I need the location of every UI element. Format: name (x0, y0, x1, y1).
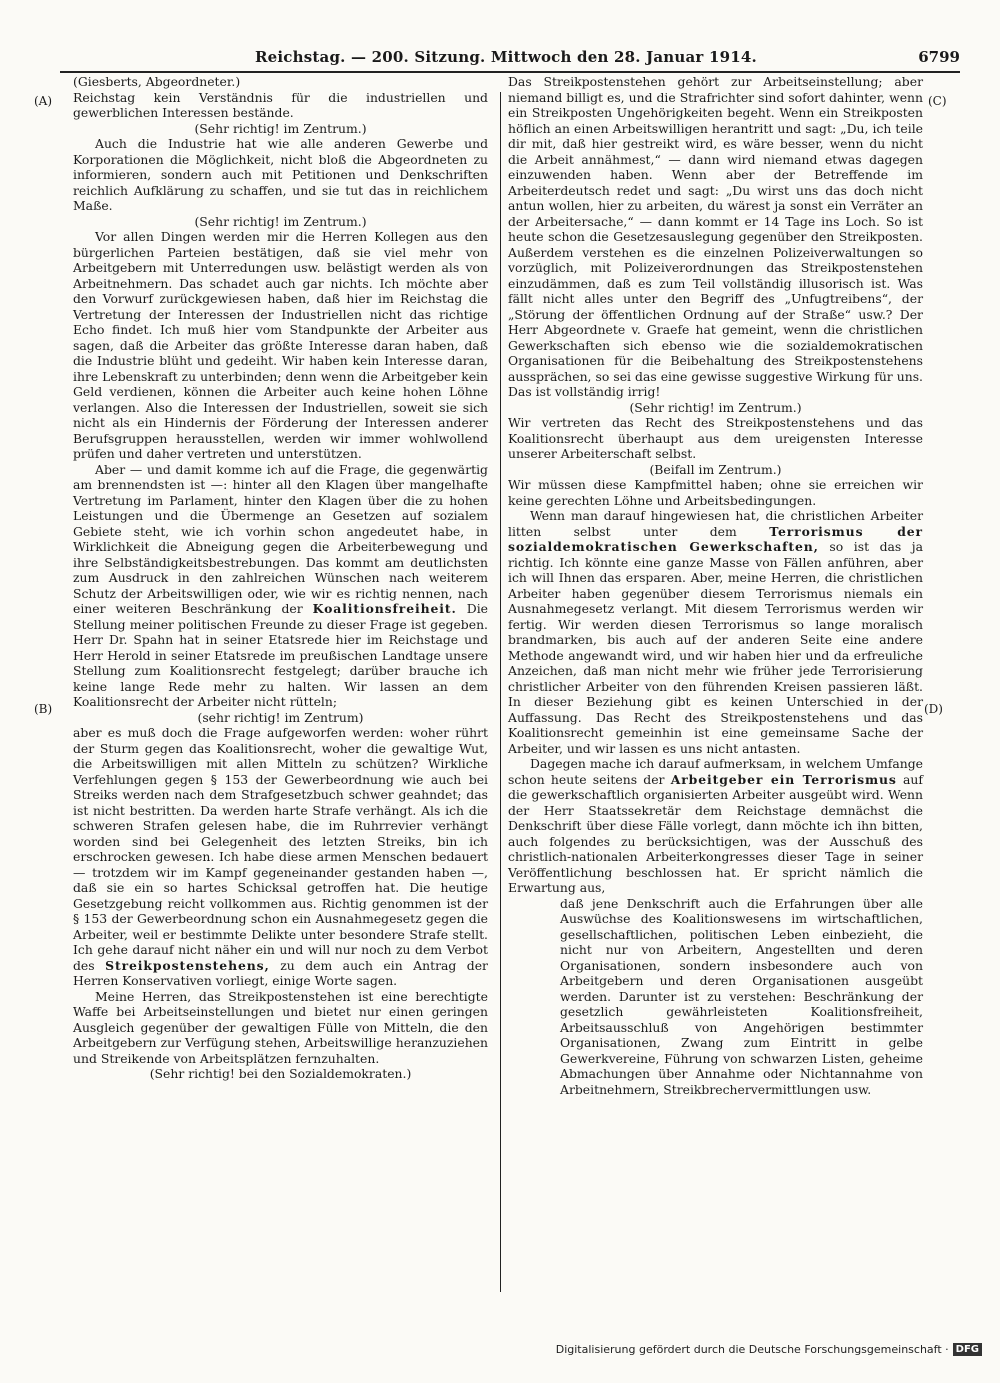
interjection: (Sehr richtig! im Zentrum.) (194, 213, 367, 229)
paragraph: Reichstag kein Verständnis für die industriellen und gewerblichen Interessen bestände. (73, 89, 488, 120)
header-rule (60, 71, 960, 73)
text-run: Dagegen mache ich darauf aufmerksam, in welchem Umfange schon heute seitens der (508, 756, 923, 787)
emphasis: Terrorismus der sozialdemokratischen Gewerkschaften, (508, 523, 923, 554)
header-title: Reichstag. — 200. Sitzung. Mittwoch den 28. Januar 1914. (255, 48, 757, 66)
text-run: zu dem auch ein Antrag der Herren Konservativen vorliegt, einige Worte sagen. (73, 957, 488, 988)
interjection: (Sehr richtig! im Zentrum.) (194, 120, 367, 136)
paragraph (508, 508, 923, 756)
right-column (508, 74, 923, 1097)
paragraph: Auch die Industrie hat wie alle anderen Gewerbe und Korporationen die Möglichkeit, nicht bloß die Abgeordneten zu informieren, sondern auch mit Petitionen und Denkschriften reichlich Aufklärung zu schaffen, und sie tut das in reichlichem Maße. (73, 136, 488, 213)
paragraph: Das Streikpostenstehen gehört zur Arbeitseinstellung; aber niemand billigt es, und die Strafrichter sind sofort dahinter, wenn ein Streikposten Ungehörigkeiten begeht. Wenn ein Streikposten höflich an einen Arbeitswilligen herantritt und sagt: „Du, ich teile dir mit, daß hier gestreikt wird, es wäre besser, wenn du nicht die Arbeit annähmest,“ — dann wird niemand etwas dagegen einzuwenden haben. Wenn aber der Betreffende im Arbeiterdeutsch redet und sagt: „Du wirst uns das doch nicht antun wollen, hier zu arbeiten, du wärest ja sonst ein Verräter an der Arbeitersache,“ — dann kommt er 14 Tage ins Loch. So ist heute schon die Gesetzesauslegung gegenüber den Streikposten. Außerdem verstehen es die einzelnen Polizeiverwaltungen so vorzüglich, mit Polizeiverordnungen das Streikpostenstehen einzudämmen, daß es zum Teil vollständig illusorisch ist. Was fällt nicht alles unter den Begriff des „Unfugtreibens“, der „Störung der öffentlichen Ordnung auf der Straße“ usw.? Der Herr Abgeordnete v. Graefe hat gemeint, wenn die christlichen Gewerkschaften sich ebenso wie die sozialdemokratischen Organisationen für die Beibehaltung des Streikpostenstehens aussprächen, so sei das eine gewisse suggestive Wirkung für uns. Das ist vollständig irrig! (508, 74, 923, 399)
block-quote: daß jene Denkschrift auch die Erfahrungen über alle Auswüchse des Koalitionswesens im wirtschaftlichen, gesellschaftlichen, politischen Leben einbezieht, die nicht nur von Arbeitern, Angestellten und deren Organisationen, sondern insbesondere auch von Arbeitgebern und deren Organisationen ausgeübt werden. Darunter ist zu verstehen: Beschränkung der gesetzlich gewährleisteten Koalitionsfreiheit, Arbeitsausschluß von Angehörigen bestimmter Organisationen, Zwang zum Eintritt in gelbe Gewerkvereine, Führung von schwarzen Listen, geheime Abmachungen über Annahme oder Nichtannahme von Arbeitnehmern, Streikbrechervermittlungen usw. (560, 895, 923, 1097)
column-divider (500, 92, 501, 1292)
running-header (60, 48, 960, 70)
speaker-line: (Giesberts, Abgeordneter.) (73, 74, 241, 89)
left-column (73, 74, 488, 1082)
paragraph (73, 462, 488, 710)
paragraph: Vor allen Dingen werden mir die Herren Kollegen aus den bürgerlichen Parteien bestätigen, daß sie viel mehr von Arbeitgebern mit Unterredungen usw. belästigt werden als von Arbeitnehmern. Das schadet auch gar nichts. Ich möchte aber den Vorwurf zurückgewiesen haben, daß hier im Reichstag die Vertretung der Interessen der Industriellen nicht das richtige Echo findet. Ich muß hier vom Standpunkte der Arbeiter aus sagen, daß die Arbeiter das größte Interesse daran haben, daß die Industrie blüht und gedeiht. Wir haben kein Interesse daran, ihre Lebenskraft zu unterbinden; denn wenn die Arbeitgeber kein Geld verdienen, können die Arbeiter auch keine hohen Löhne verlangen. Also die Interessen der Industriellen, soweit sie sich nicht als ein Hindernis der Förderung der Interessen anderer Berufsgruppen herausstellen, werden wir immer wohlwollend prüfen und daher vertreten und unterstützen. (73, 229, 488, 461)
interjection: (Sehr richtig! im Zentrum.) (629, 399, 802, 415)
emphasis: Arbeitgeber ein Terrorismus (670, 771, 897, 787)
paragraph: Wir müssen diese Kampfmittel haben; ohne sie erreichen wir keine gerechten Löhne und Arbeitsbedingungen. (508, 477, 923, 508)
paragraph (73, 725, 488, 989)
paragraph (508, 756, 923, 896)
text-run: aber es muß doch die Frage aufgeworfen werden: woher rührt der Sturm gegen das Koalitionsrecht, woher die gewaltige Wut, die Arbeitswilligen mit allen Mitteln zu schützen? Wirkliche Verfehlungen gegen § 153 der Gewerbeordnung wie auch bei Streiks werden nach dem Strafgesetzbuch schwer geahndet; das ist nicht bestritten. Da werden harte Strafe verhängt. Als ich die schweren Strafen gelesen habe, die im Ruhrrevier verhängt worden sind bei Gelegenheit des letzten Streiks, bin ich erschrocken gewesen. Ich habe diese armen Menschen bedauert — trotzdem wir im Kampf gegeneinander gestanden haben —, daß sie ein so hartes Schicksal getroffen hat. Die heutige Gesetzgebung reicht vollkommen aus. Richtig genommen ist der § 153 der Gewerbeordnung schon ein Ausnahmegesetz gegen die Arbeiter, weil er bestimmte Delikte unter besondere Strafe stellt. Ich gehe darauf nicht näher ein und will nur noch zu dem Verbot des (73, 725, 488, 973)
text-run: so ist das ja richtig. Ich könnte eine ganze Masse von Fällen anführen, aber ich will Ihnen das ersparen. Aber, meine Herren, die christlichen Arbeiter haben gegenüber diesem Terrorismus niemals ein Ausnahmegesetz verlangt. Mit diesem Terrorismus werden wir fertig. Wir werden diesen Terrorismus so lange moralisch brandmarken, bis auch auf der anderen Seite eine andere Methode angewandt wird, und wir haben hier und da erfreuliche Anzeichen, daß man nicht mehr wie früher jede Terrorisierung christlicher Arbeiter von den führenden Kreisen passieren läßt. In dieser Beziehung gibt es keinen Unterschied in der Auffassung. Das Recht des Streikpostenstehens und das Koalitionsrecht gemeinhin ist eine gemeinsame Sache der Arbeiter, und wir lassen es uns nicht antasten. (508, 539, 924, 756)
digitization-credit (556, 1343, 982, 1356)
emphasis: Streikpostenstehens, (105, 957, 270, 973)
margin-marker-c: (C) (928, 94, 947, 108)
emphasis: Koalitionsfreiheit. (312, 601, 457, 616)
margin-marker-a: (A) (34, 94, 53, 108)
text-run: Wenn man darauf hingewiesen hat, die christlichen Arbeiter litten selbst unter dem (508, 508, 923, 539)
interjection: (Sehr richtig! bei den Sozialdemokraten.) (149, 1066, 412, 1081)
margin-marker-d: (D) (924, 702, 943, 716)
interjection: (Beifall im Zentrum.) (649, 461, 782, 477)
interjection: (sehr richtig! im Zentrum) (197, 709, 364, 725)
margin-marker-b: (B) (34, 702, 53, 716)
page-number: 6799 (918, 48, 960, 66)
text-run: Aber — und damit komme ich auf die Frage, die gegenwärtig am brennendsten ist —: hinter all den Klagen über mangelhafte Vertretung im Parlament, hinter den Klagen über die zu hohen Leistungen und die Übermenge an Gesetzen auf sozialem Gebiete steht, wie ich vorhin schon angedeutet habe, in Wirklichkeit die Abneigung gegen die Arbeiterbewegung und ihre Selbständigkeitsbestrebungen. Das kommt am deutlichsten zum Ausdruck in den zahlreichen Wünschen nach weiterem Schutz der Arbeitswilligen oder, wie wir es richtig nennen, nach einer weiteren Beschränkung der (73, 461, 488, 616)
credit-text: Digitalisierung gefördert durch die Deutsche Forschungsgemeinschaft · (555, 1343, 949, 1356)
text-run: auf die gewerkschaftlich organisierten Arbeiter ausgeübt wird. Wenn der Herr Staatssekretär dem Reichstage demnächst die Denkschrift über diese Fälle vorlegt, dann möchte ich ihn bitten, auch folgendes zu berücksichtigen, was der Ausschuß des christlich-nationalen Arbeiterkongresses dieser Tage in seiner Veröffentlichung beschlossen hat. Er spricht nämlich die Erwartung aus, (508, 771, 923, 895)
paragraph: Meine Herren, das Streikpostenstehen ist eine berechtigte Waffe bei Arbeitseinstellungen und bietet nur einen geringen Ausgleich gegenüber der gewaltigen Fülle von Mitteln, die den Arbeitgebern zur Verfügung stehen, Arbeitswillige heranzuziehen und Streikende von Arbeitsplätzen fernzuhalten. (73, 988, 488, 1066)
paragraph: Wir vertreten das Recht des Streikpostenstehens und das Koalitionsrecht überhaupt aus dem ureigensten Interesse unserer Arbeiterschaft selbst. (508, 415, 923, 461)
text-run: Die Stellung meiner politischen Freunde zu dieser Frage ist gegeben. Herr Dr. Spahn hat in seiner Etatsrede hier im Reichstage und Herr Herold in seiner Etatsrede im preußischen Landtage unsere Stellung zum Koalitionsrecht festgelegt; darüber brauche ich keine lange Rede mehr zu halten. Wir lassen an dem Koalitionsrecht der Arbeiter nicht rütteln; (73, 601, 488, 709)
dfg-logo: DFG (953, 1343, 982, 1356)
